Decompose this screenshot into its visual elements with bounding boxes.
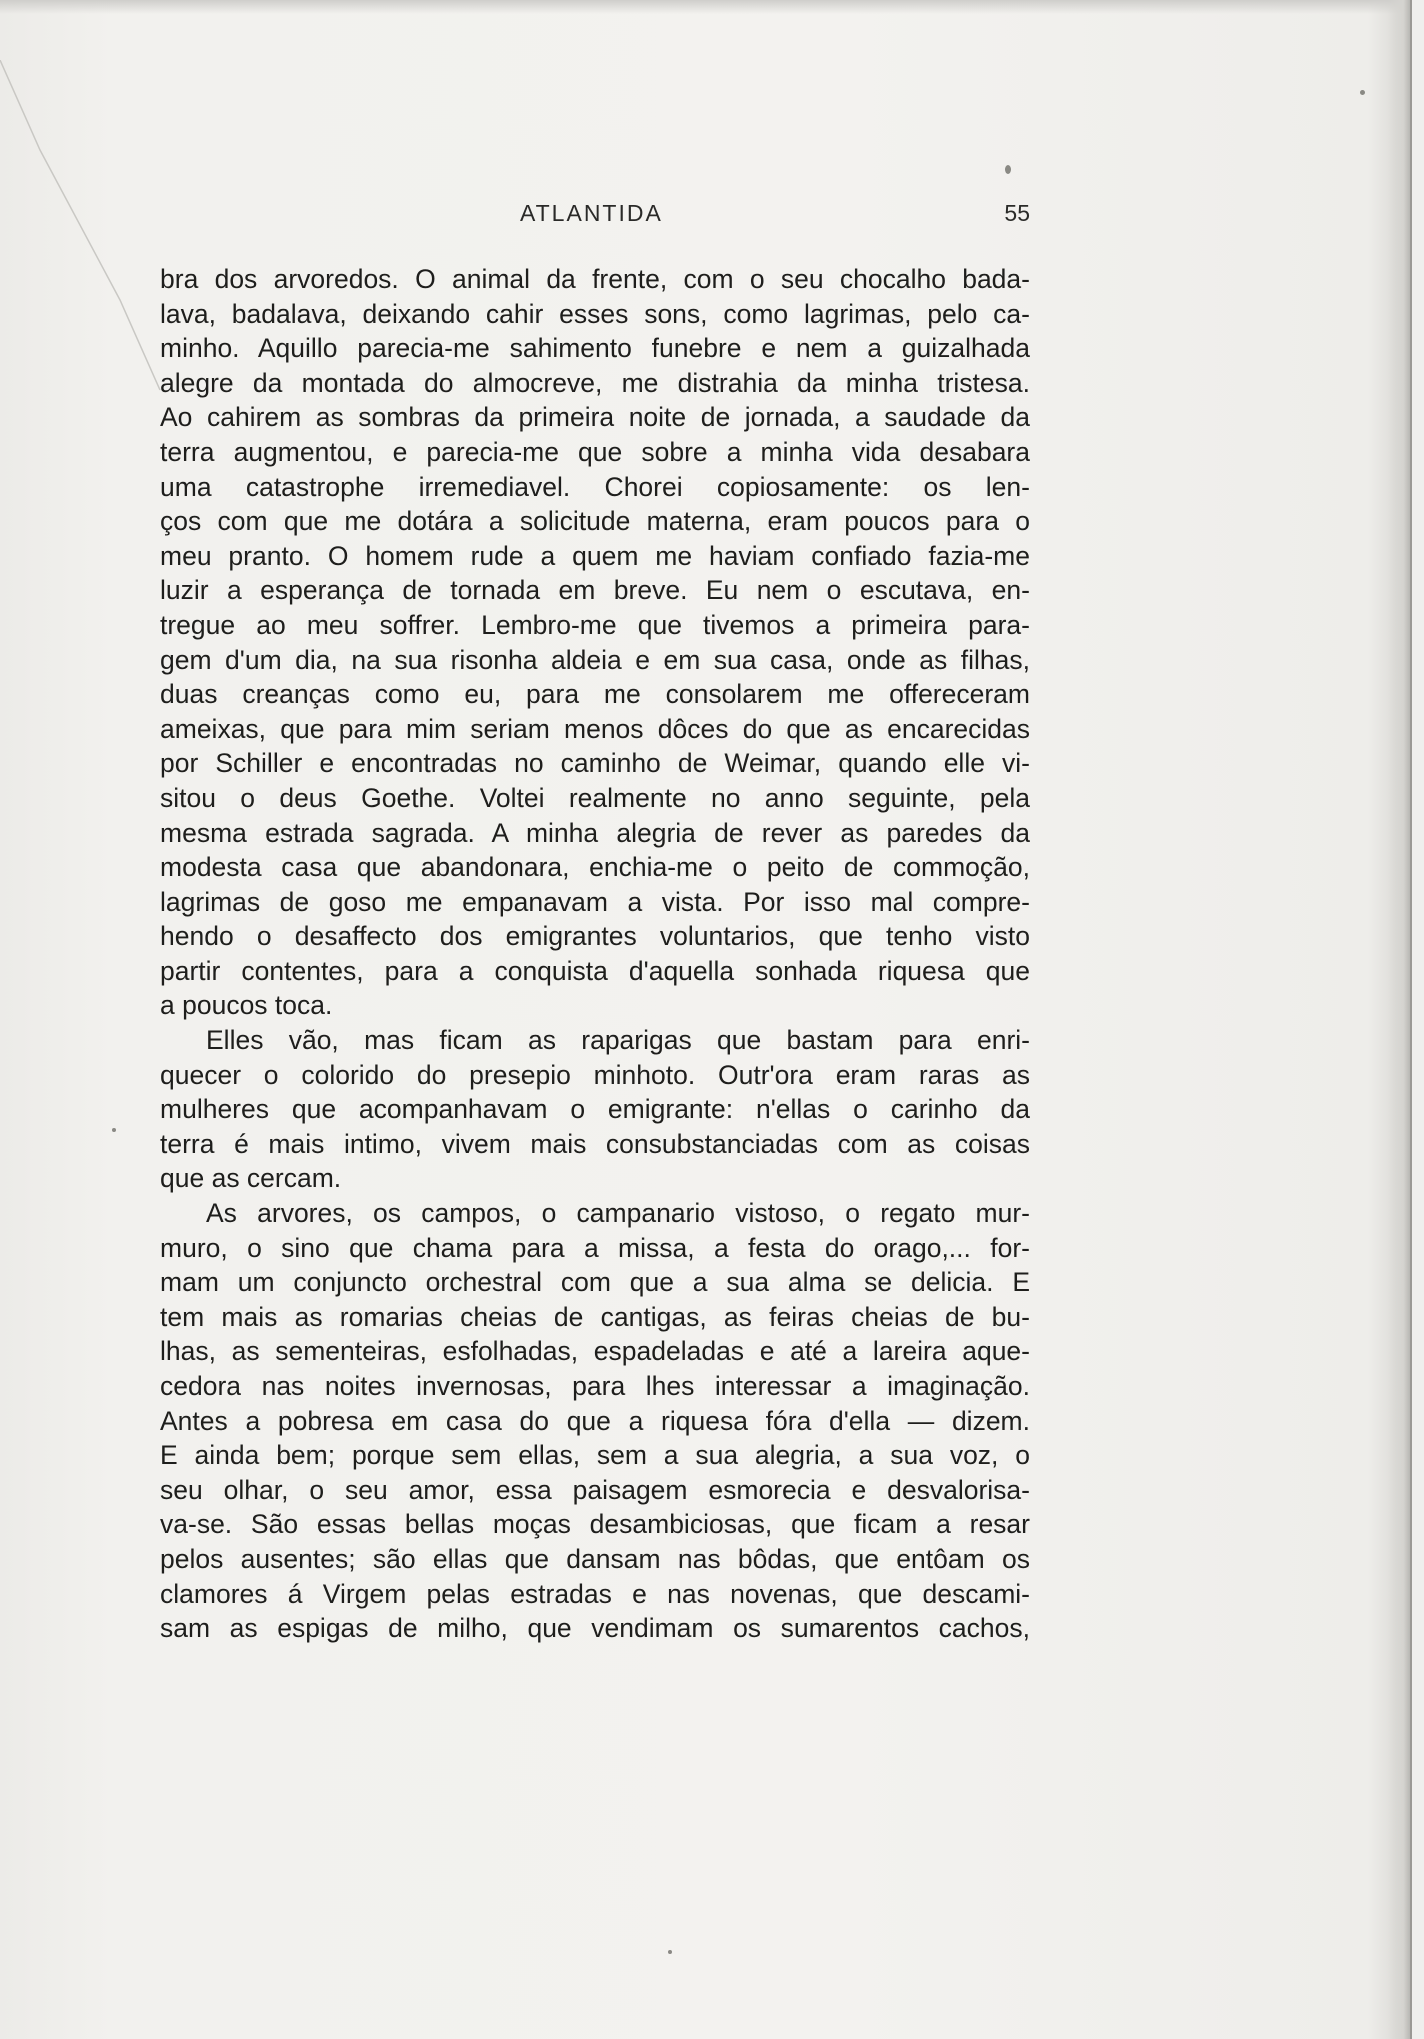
- text-line: minho. Aquillo parecia-me sahimento funebre e nem a guizalhada: [160, 333, 1030, 364]
- text-line: ços com que me dotára a solicitude materna, eram poucos para o: [160, 506, 1030, 537]
- text-line: mulheres que acompanhavam o emigrante: n'ellas o carinho da: [160, 1094, 1030, 1125]
- text-line: As arvores, os campos, o campanario vistoso, o regato mur-: [206, 1198, 1030, 1229]
- text-line: hendo o desaffecto dos emigrantes voluntarios, que tenho visto: [160, 921, 1030, 952]
- paragraph: [160, 1023, 1030, 1196]
- text-line: por Schiller e encontradas no caminho de Weimar, quando elle vi-: [160, 748, 1030, 779]
- page-number: 55: [1004, 200, 1030, 226]
- running-title: ATLANTIDA: [520, 200, 663, 226]
- text-line: va-se. São essas bellas moças desambiciosas, que ficam a resar: [160, 1509, 1030, 1540]
- text-line: alegre da montada do almocreve, me distrahia da minha tristesa.: [160, 367, 1030, 398]
- text-line: duas creanças como eu, para me consolarem me offereceram: [160, 679, 1030, 710]
- text-line: pelos ausentes; são ellas que dansam nas bôdas, que entôam os: [160, 1543, 1030, 1574]
- text-line: mesma estrada sagrada. A minha alegria de rever as paredes da: [160, 817, 1030, 848]
- text-line: mam um conjuncto orchestral com que a sua alma se delicia. E: [160, 1267, 1030, 1298]
- text-line: seu olhar, o seu amor, essa paisagem esmorecia e desvalorisa-: [160, 1474, 1030, 1505]
- text-line: sitou o deus Goethe. Voltei realmente no anno seguinte, pela: [160, 782, 1030, 813]
- text-line: cedora nas noites invernosas, para lhes interessar a imaginação.: [160, 1371, 1030, 1401]
- text-line: terra é mais intimo, vivem mais consubstanciadas com as coisas: [160, 1128, 1030, 1159]
- text-line: clamores á Virgem pelas estradas e nas novenas, que descami-: [160, 1578, 1030, 1609]
- text-line: Antes a pobresa em casa do que a riquesa fóra d'ella — dizem.: [160, 1405, 1030, 1436]
- text-line: E ainda bem; porque sem ellas, sem a sua alegria, a sua voz, o: [160, 1440, 1030, 1471]
- text-line: tem mais as romarias cheias de cantigas, as feiras cheias de bu-: [160, 1301, 1030, 1332]
- paper-speck: [1360, 90, 1365, 95]
- text-line: que as cercam.: [160, 1163, 342, 1194]
- text-line: muro, o sino que chama para a missa, a festa do orago,... for-: [160, 1232, 1030, 1263]
- text-line: sam as espigas de milho, que vendimam os sumarentos cachos,: [160, 1613, 1030, 1644]
- paper-speck: [112, 1128, 116, 1132]
- text-line: lhas, as sementeiras, esfolhadas, espadeladas e até a lareira aque-: [160, 1336, 1030, 1367]
- text-line: Elles vão, mas ficam as raparigas que bastam para enri-: [206, 1025, 1030, 1056]
- text-line: bra dos arvoredos. O animal da frente, com o seu chocalho bada-: [160, 264, 1030, 294]
- text-line: a poucos toca.: [160, 990, 333, 1021]
- paper-speck: [668, 1950, 672, 1954]
- text-line: partir contentes, para a conquista d'aquella sonhada riquesa que: [160, 955, 1030, 986]
- text-line: luzir a esperança de tornada em breve. Eu nem o escutava, en-: [160, 575, 1030, 606]
- page-right-edge: [1388, 0, 1410, 2039]
- paragraph: [160, 1196, 1030, 1646]
- text-line: tregue ao meu soffrer. Lembro-me que tivemos a primeira para-: [160, 609, 1030, 640]
- body-text: [160, 262, 1030, 1646]
- paper-speck: [1005, 165, 1011, 174]
- text-line: meu pranto. O homem rude a quem me haviam confiado fazia-me: [160, 540, 1030, 571]
- text-line: terra augmentou, e parecia-me que sobre a minha vida desabara: [160, 436, 1030, 467]
- text-line: Ao cahirem as sombras da primeira noite de jornada, a saudade da: [160, 402, 1030, 433]
- text-line: gem d'um dia, na sua risonha aldeia e em sua casa, onde as filhas,: [160, 644, 1030, 675]
- text-line: ameixas, que para mim seriam menos dôces do que as encarecidas: [160, 713, 1030, 744]
- text-line: modesta casa que abandonara, enchia-me o peito de commoção,: [160, 852, 1030, 883]
- running-head: [160, 200, 1030, 240]
- text-line: uma catastrophe irremediavel. Chorei copiosamente: os len-: [160, 471, 1030, 502]
- text-line: lagrimas de goso me empanavam a vista. Por isso mal compre-: [160, 886, 1030, 917]
- page-top-shadow: [0, 0, 1410, 14]
- paragraph: [160, 262, 1030, 1023]
- text-line: lava, badalava, deixando cahir esses sons, como lagrimas, pelo ca-: [160, 298, 1030, 329]
- text-line: quecer o colorido do presepio minhoto. Outr'ora eram raras as: [160, 1059, 1030, 1090]
